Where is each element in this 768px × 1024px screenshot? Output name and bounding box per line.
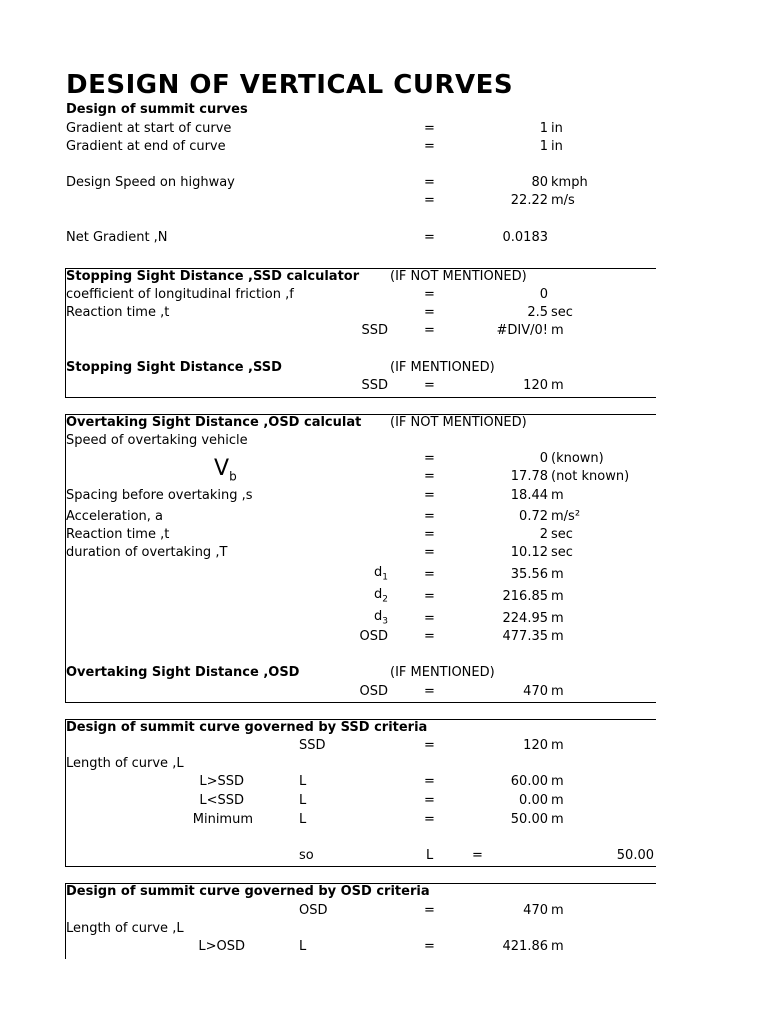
- ssd-curve-ssd-value: 120: [523, 738, 548, 753]
- net-gradient-value: 0.0183: [502, 230, 548, 245]
- ssd-result-value: #DIV/0!: [496, 323, 548, 338]
- osd-result-value: 477.35: [502, 629, 548, 644]
- ssd-curve-min-unit: m: [551, 812, 564, 827]
- d2-symbol: $d_2$: [374, 587, 388, 605]
- ssd-curve-gt-eq: =: [424, 774, 435, 789]
- ssd-curve-gt-label: L>SSD: [199, 774, 244, 789]
- summit-heading: Design of summit curves: [66, 102, 248, 117]
- ssd-curve-so-var: L: [426, 848, 434, 863]
- ssd-curve-gt-unit: m: [551, 774, 564, 789]
- grad-start-label: Gradient at start of curve: [66, 121, 232, 136]
- spacing-eq: =: [424, 488, 435, 503]
- ssd-curve-so-value: 50.00: [616, 848, 654, 863]
- ssd-curve-gt-value: 60.00: [510, 774, 548, 789]
- spacing-unit: m: [551, 488, 564, 503]
- overtaking-speed-label: Speed of overtaking vehicle: [66, 433, 248, 448]
- ssd-curve-lt-unit: m: [551, 793, 564, 808]
- osd-given-heading: Overtaking Sight Distance ,OSD: [66, 665, 300, 680]
- ssd-reaction-label: Reaction time ,t: [66, 305, 170, 320]
- osd-reaction-unit: sec: [551, 527, 573, 542]
- grad-end-value: 1: [539, 139, 548, 154]
- ssd-calc-note: (IF NOT MENTIONED): [390, 269, 527, 284]
- d1-value: 35.56: [510, 567, 548, 582]
- osd-reaction-eq: =: [424, 527, 435, 542]
- friction-value: 0: [539, 287, 548, 302]
- osd-curve-heading: Design of summit curve governed by OSD criteria: [66, 884, 430, 899]
- duration-eq: =: [424, 545, 435, 560]
- speed-eq: =: [424, 175, 435, 190]
- ssd-curve-ssd-label: SSD: [299, 738, 326, 753]
- vb-known-value: 0: [539, 451, 548, 466]
- ssd-curve-lt-value: 0.00: [519, 793, 548, 808]
- acceleration-label: Acceleration, a: [66, 509, 164, 524]
- ssd-curve-gt-var: L: [299, 774, 307, 789]
- osd-reaction-value: 2: [539, 527, 548, 542]
- ssd-given-value: 120: [523, 378, 548, 393]
- spacing-label: Spacing before overtaking ,s: [66, 488, 253, 503]
- osd-curve-gt-eq: =: [424, 939, 435, 954]
- ssd-given-label: SSD: [361, 378, 388, 393]
- d2-value: 216.85: [502, 589, 548, 604]
- osd-reaction-label: Reaction time ,t: [66, 527, 170, 542]
- d1-eq: =: [424, 567, 435, 582]
- vb-unknown-eq: =: [424, 469, 435, 484]
- ssd-curve-heading: Design of summit curve governed by SSD criteria: [66, 720, 428, 735]
- osd-given-value: 470: [523, 684, 548, 699]
- osd-curve-osd-eq: =: [424, 903, 435, 918]
- d1-unit: m: [551, 567, 564, 582]
- speed-value: 80: [531, 175, 548, 190]
- acceleration-value: 0.72: [519, 509, 548, 524]
- osd-curve-gt-unit: m: [551, 939, 564, 954]
- grad-start-unit: in: [551, 121, 563, 136]
- grad-end-unit: in: [551, 139, 563, 154]
- osd-given-unit: m: [551, 684, 564, 699]
- d1-symbol: $d_1$: [374, 565, 388, 583]
- ssd-curve-length-label: Length of curve ,L: [66, 756, 184, 771]
- osd-curve-osd-label: OSD: [299, 903, 328, 918]
- vb-unknown-value: 17.78: [510, 469, 548, 484]
- friction-eq: =: [424, 287, 435, 302]
- ssd-given-eq: =: [424, 378, 435, 393]
- ssd-given-heading: Stopping Sight Distance ,SSD: [66, 360, 282, 375]
- ssd-given-note: (IF MENTIONED): [390, 360, 495, 375]
- d3-unit: m: [551, 611, 564, 626]
- ssd-reaction-value: 2.5: [527, 305, 548, 320]
- ssd-curve-so-label: so: [299, 848, 314, 863]
- grad-start-eq: =: [424, 121, 435, 136]
- vb-unknown-unit: (not known): [551, 469, 630, 484]
- grad-end-label: Gradient at end of curve: [66, 139, 226, 154]
- ssd-curve-lt-var: L: [299, 793, 307, 808]
- ssd-result-eq: =: [424, 323, 435, 338]
- osd-curve-length-label: Length of curve ,L: [66, 921, 184, 936]
- osd-result-label: OSD: [359, 629, 388, 644]
- d3-symbol: $d_3$: [374, 609, 388, 627]
- osd-calc-heading: Overtaking Sight Distance ,OSD calculat: [66, 415, 362, 430]
- speed-unit: kmph: [551, 175, 588, 190]
- d3-value: 224.95: [502, 611, 548, 626]
- spacing-value: 18.44: [510, 488, 548, 503]
- ssd-curve-lt-label: L<SSD: [199, 793, 244, 808]
- ssd-curve-ssd-unit: m: [551, 738, 564, 753]
- ssd-curve-min-value: 50.00: [510, 812, 548, 827]
- acceleration-eq: =: [424, 509, 435, 524]
- ssd-curve-min-label: Minimum: [192, 812, 253, 827]
- net-gradient-label: Net Gradient ,N: [66, 230, 168, 245]
- osd-curve-gt-var: L: [299, 939, 307, 954]
- ssd-given-unit: m: [551, 378, 564, 393]
- osd-curve-gt-value: 421.86: [502, 939, 548, 954]
- ssd-curve-min-eq: =: [424, 812, 435, 827]
- osd-given-eq: =: [424, 684, 435, 699]
- duration-value: 10.12: [510, 545, 548, 560]
- grad-end-eq: =: [424, 139, 435, 154]
- speed-ms-unit: m/s: [551, 193, 575, 208]
- ssd-result-label: SSD: [361, 323, 388, 338]
- ssd-reaction-eq: =: [424, 305, 435, 320]
- osd-given-note: (IF MENTIONED): [390, 665, 495, 680]
- d2-unit: m: [551, 589, 564, 604]
- friction-label: coefficient of longitudinal friction ,f: [66, 287, 294, 302]
- osd-result-unit: m: [551, 629, 564, 644]
- grad-start-value: 1: [539, 121, 548, 136]
- duration-label: duration of overtaking ,T: [66, 545, 228, 560]
- d3-eq: =: [424, 611, 435, 626]
- ssd-curve-min-var: L: [299, 812, 307, 827]
- ssd-calc-heading: Stopping Sight Distance ,SSD calculator: [66, 269, 360, 284]
- page-title: DESIGN OF VERTICAL CURVES: [66, 70, 514, 100]
- vb-known-unit: (known): [551, 451, 604, 466]
- osd-curve-osd-unit: m: [551, 903, 564, 918]
- speed-ms-value: 22.22: [510, 193, 548, 208]
- ssd-result-unit: m: [551, 323, 564, 338]
- acceleration-unit: m/s²: [551, 509, 581, 524]
- osd-result-eq: =: [424, 629, 435, 644]
- speed-label: Design Speed on highway: [66, 175, 235, 190]
- osd-given-label: OSD: [359, 684, 388, 699]
- ssd-reaction-unit: sec: [551, 305, 573, 320]
- vb-known-eq: =: [424, 451, 435, 466]
- osd-calc-note: (IF NOT MENTIONED): [390, 415, 527, 430]
- ssd-curve-so-eq: =: [472, 848, 483, 863]
- osd-curve-osd-value: 470: [523, 903, 548, 918]
- duration-unit: sec: [551, 545, 573, 560]
- vb-symbol: $V_b$: [214, 456, 237, 484]
- d2-eq: =: [424, 589, 435, 604]
- ssd-curve-ssd-eq: =: [424, 738, 435, 753]
- osd-curve-gt-label: L>OSD: [198, 939, 245, 954]
- net-gradient-eq: =: [424, 230, 435, 245]
- ssd-curve-lt-eq: =: [424, 793, 435, 808]
- speed-ms-eq: =: [424, 193, 435, 208]
